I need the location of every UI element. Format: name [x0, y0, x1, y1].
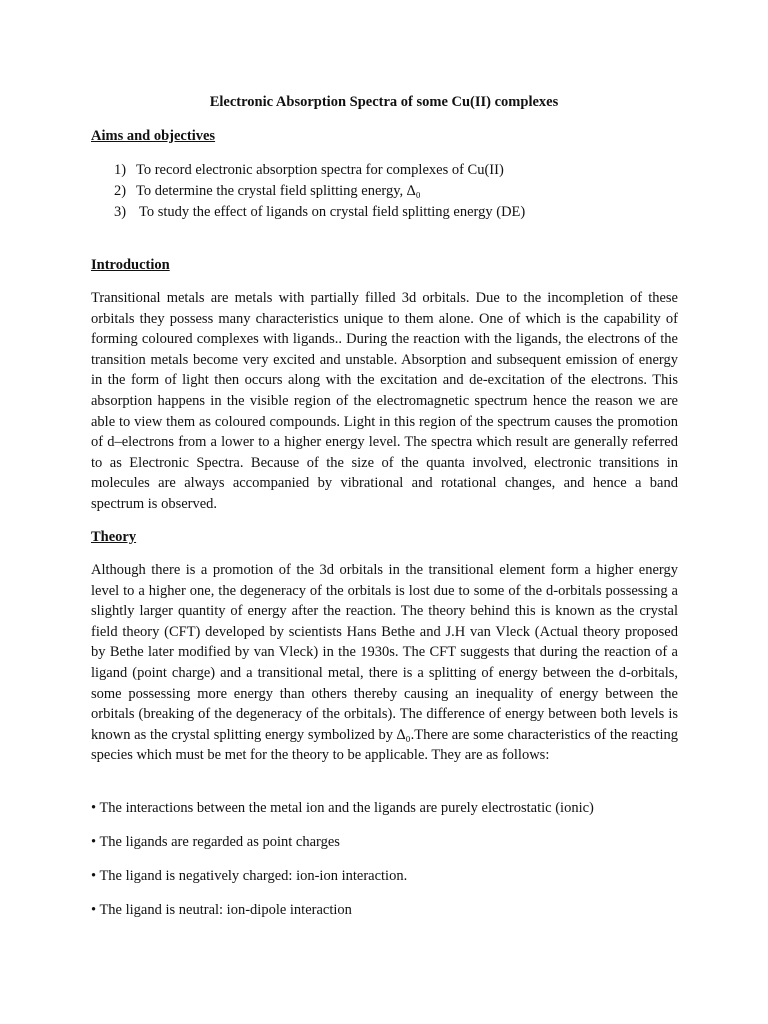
aim-item: [114, 202, 714, 223]
aims-heading: Aims and objectives: [91, 128, 216, 144]
introduction-paragraph: Transitional metals are metals with partially filled 3d orbitals. Due to the incompletion of these orbitals they possess many characteristics unique to them alone. One of which is the capability of forming coloured complexes with ligands.. During the reaction with the ligands, the electrons of the transition metals become very excited and unstable. Absorption and subsequent emission of energy in the form of light then occurs along with the excitation and de-excitation of the electrons. This absorption happens in the visible region of the electromagnetic spectrum hence the reason we are able to view them as coloured compounds. Light in this region of the spectrum causes the promotion of d–electrons from a lower to a higher energy level. The spectra which result are generally referred to as Electronic Spectra. Because of the size of the quanta involved, electronic transitions in molecules are always accompanied by vibrational and rotational changes, and hence a band spectrum is observed.: [91, 290, 678, 512]
introduction-heading: Introduction: [91, 257, 170, 273]
aim-text: To determine the crystal field splitting energy, ∆₀: [136, 183, 421, 199]
aim-text: To record electronic absorption spectra for complexes of Cu(II): [136, 162, 504, 178]
aim-item: [114, 160, 714, 181]
aim-number: 3): [114, 204, 127, 220]
theory-bullet: • The ligands are regarded as point charges: [91, 834, 340, 850]
document-title: Electronic Absorption Spectra of some Cu(II) complexes: [209, 94, 559, 110]
aims-list: [114, 160, 714, 223]
aim-number: 2): [114, 183, 127, 199]
theory-bullet: • The interactions between the metal ion and the ligands are purely electrostatic (ionic): [91, 800, 594, 816]
theory-bullet: • The ligand is neutral: ion-dipole interaction: [91, 902, 352, 918]
theory-heading: Theory: [91, 529, 137, 545]
theory-bullet: • The ligand is negatively charged: ion-ion interaction.: [91, 868, 408, 884]
theory-paragraph: Although there is a promotion of the 3d orbitals in the transitional element form a higher energy level to a higher one, the degeneracy of the orbitals is lost due to some of the d-orbitals possessing a slightly larger quantity of energy after the reaction. The theory behind this is known as the crystal field theory (CFT) developed by scientists Hans Bethe and J.H van Vleck (Actual theory proposed by Bethe later modified by van Vleck) in the 1930s. The CFT suggests that during the reaction of a ligand (point charge) and a transitional metal, there is a splitting of energy between the d-orbitals, some possessing more energy than others thereby causing an inequality of energy between the orbitals (breaking of the degeneracy of the orbitals). The difference of energy between both levels is known as the crystal splitting energy symbolized by ∆₀.There are some characteristics of the reacting species which must be met for the theory to be applicable. They are as follows:: [91, 562, 678, 764]
aim-item: [114, 181, 714, 202]
aim-number: 1): [114, 162, 127, 178]
aim-text: To study the effect of ligands on crystal field splitting energy (DE): [139, 204, 526, 220]
